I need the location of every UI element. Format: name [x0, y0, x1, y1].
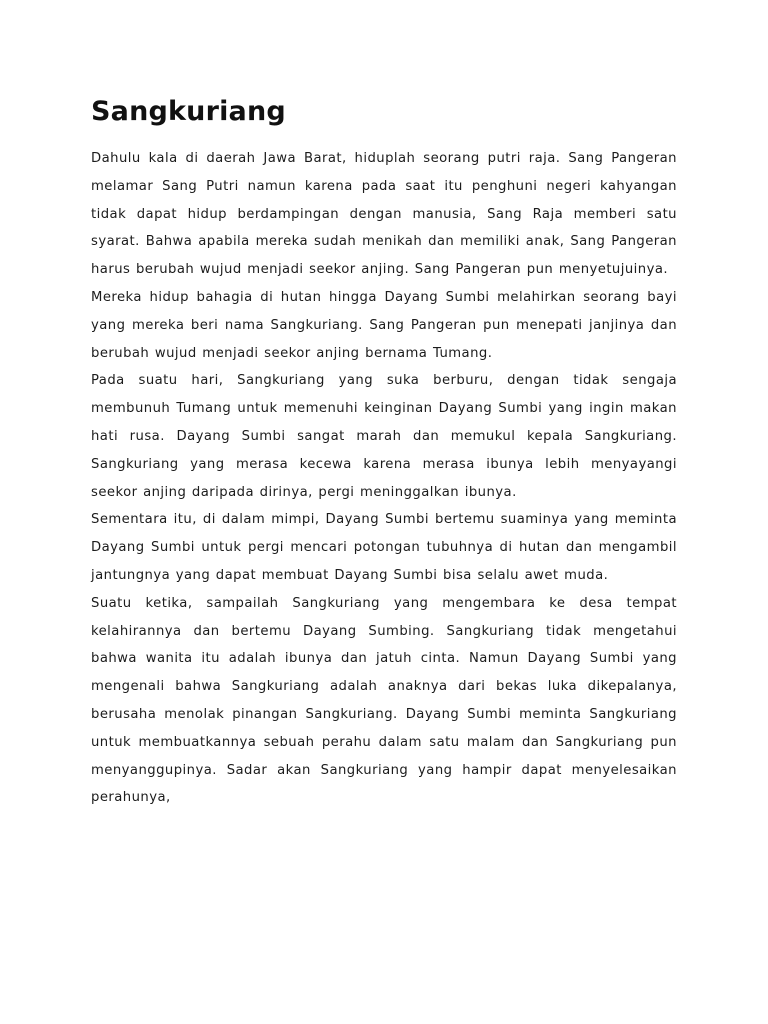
document-title: Sangkuriang [91, 96, 286, 127]
paragraph-5: Suatu ketika, sampailah Sangkuriang yang mengembara ke desa tempat kelahirannya dan bertemu Dayang Sumbing. Sangkuriang tidak mengetahui bahwa wanita itu adalah ibunya dan jatuh cinta. Namun Dayang Sumbi yang mengenali bahwa Sangkuriang adalah anaknya dari bekas luka dikepalanya, berusaha menolak pinangan Sangkuriang. Dayang Sumbi meminta Sangkuriang untuk membuatkannya sebuah perahu dalam satu malam dan Sangkuriang pun menyanggupinya. Sadar akan Sangkuriang yang hampir dapat menyelesaikan perahunya, [91, 595, 677, 806]
paragraph-4: Sementara itu, di dalam mimpi, Dayang Sumbi bertemu suaminya yang meminta Dayang Sumbi untuk pergi mencari potongan tubuhnya di hutan dan mengambil jantungnya yang dapat membuat Dayang Sumbi bisa selalu awet muda. [91, 512, 677, 583]
paragraph-1: Dahulu kala di daerah Jawa Barat, hiduplah seorang putri raja. Sang Pangeran melamar Sang Putri namun karena pada saat itu penghuni negeri kahyangan tidak dapat hidup berdampingan dengan manusia, Sang Raja memberi satu syarat. Bahwa apabila mereka sudah menikah dan memiliki anak, Sang Pangeran harus berubah wujud menjadi seekor anjing. Sang Pangeran pun menyetujuinya. [91, 151, 677, 278]
paragraph-2: Mereka hidup bahagia di hutan hingga Dayang Sumbi melahirkan seorang bayi yang mereka beri nama Sangkuriang. Sang Pangeran pun menepati janjinya dan berubah wujud menjadi seekor anjing bernama Tumang. [91, 289, 677, 361]
document-page [91, 92, 677, 812]
paragraph-3: Pada suatu hari, Sangkuriang yang suka berburu, dengan tidak sengaja membunuh Tumang untuk memenuhi keinginan Dayang Sumbi yang ingin makan hati rusa. Dayang Sumbi sangat marah dan memukul kepala Sangkuriang. Sangkuriang yang merasa kecewa karena merasa ibunya lebih menyayangi seekor anjing daripada dirinya, pergi meninggalkan ibunya. [91, 373, 677, 500]
